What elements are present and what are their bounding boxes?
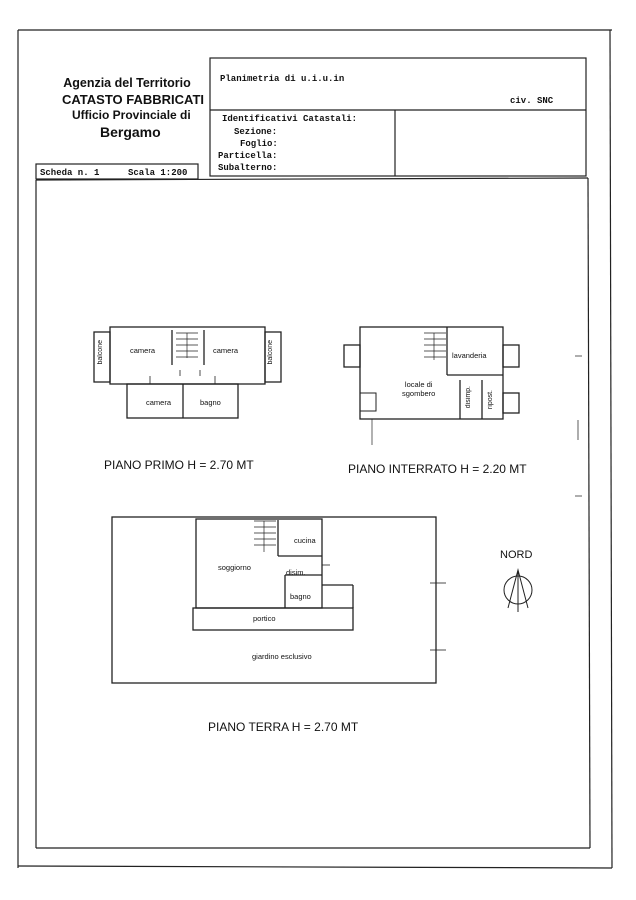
room-locale-line1: locale di bbox=[404, 380, 433, 389]
north-compass-icon bbox=[504, 570, 532, 612]
room-ripost: ripost. bbox=[487, 390, 494, 410]
floor-title-primo: PIANO PRIMO H = 2.70 MT bbox=[104, 458, 254, 472]
ufficio-label: Ufficio Provinciale di bbox=[72, 108, 191, 122]
room-cucina: cucina bbox=[294, 536, 316, 545]
room-lavanderia: lavanderia bbox=[452, 351, 487, 360]
room-balcone-left: balcone bbox=[97, 340, 104, 365]
room-disimp: disimp. bbox=[465, 386, 472, 409]
subalterno-field: Subalterno: bbox=[218, 163, 278, 173]
room-soggiorno: soggiorno bbox=[218, 563, 251, 572]
agency-name: Agenzia del Territorio bbox=[63, 76, 191, 90]
room-locale-sgombero bbox=[402, 380, 435, 398]
foglio-field: Foglio: bbox=[240, 139, 278, 149]
room-camera-right: camera bbox=[213, 346, 239, 355]
room-balcone-right: balcone bbox=[267, 340, 274, 365]
compass-label: NORD bbox=[500, 549, 533, 561]
room-camera-left: camera bbox=[130, 346, 156, 355]
room-bagno-terra: bagno bbox=[290, 592, 311, 601]
city-label: Bergamo bbox=[100, 124, 161, 140]
room-disim: disim. bbox=[286, 568, 306, 577]
identificativi-label: Identificativi Catastali: bbox=[222, 114, 358, 124]
planimetria-label: Planimetria di u.i.u.in bbox=[220, 74, 345, 84]
plan-piano-primo bbox=[94, 327, 281, 418]
room-giardino: giardino esclusivo bbox=[252, 652, 312, 661]
sezione-field: Sezione: bbox=[234, 127, 278, 137]
floor-title-interrato: PIANO INTERRATO H = 2.20 MT bbox=[348, 462, 527, 476]
scala-label: Scala 1:200 bbox=[128, 168, 188, 178]
room-camera-bottom: camera bbox=[146, 398, 172, 407]
scheda-label: Scheda n. 1 bbox=[40, 168, 100, 178]
civico-label: civ. SNC bbox=[510, 96, 554, 106]
catasto-title: CATASTO FABBRICATI bbox=[62, 92, 205, 107]
room-bagno-primo: bagno bbox=[200, 398, 221, 407]
particella-field: Particella: bbox=[218, 151, 278, 161]
room-locale-line2: sgombero bbox=[402, 389, 436, 398]
room-portico: portico bbox=[253, 614, 276, 623]
floor-title-terra: PIANO TERRA H = 2.70 MT bbox=[208, 720, 359, 734]
